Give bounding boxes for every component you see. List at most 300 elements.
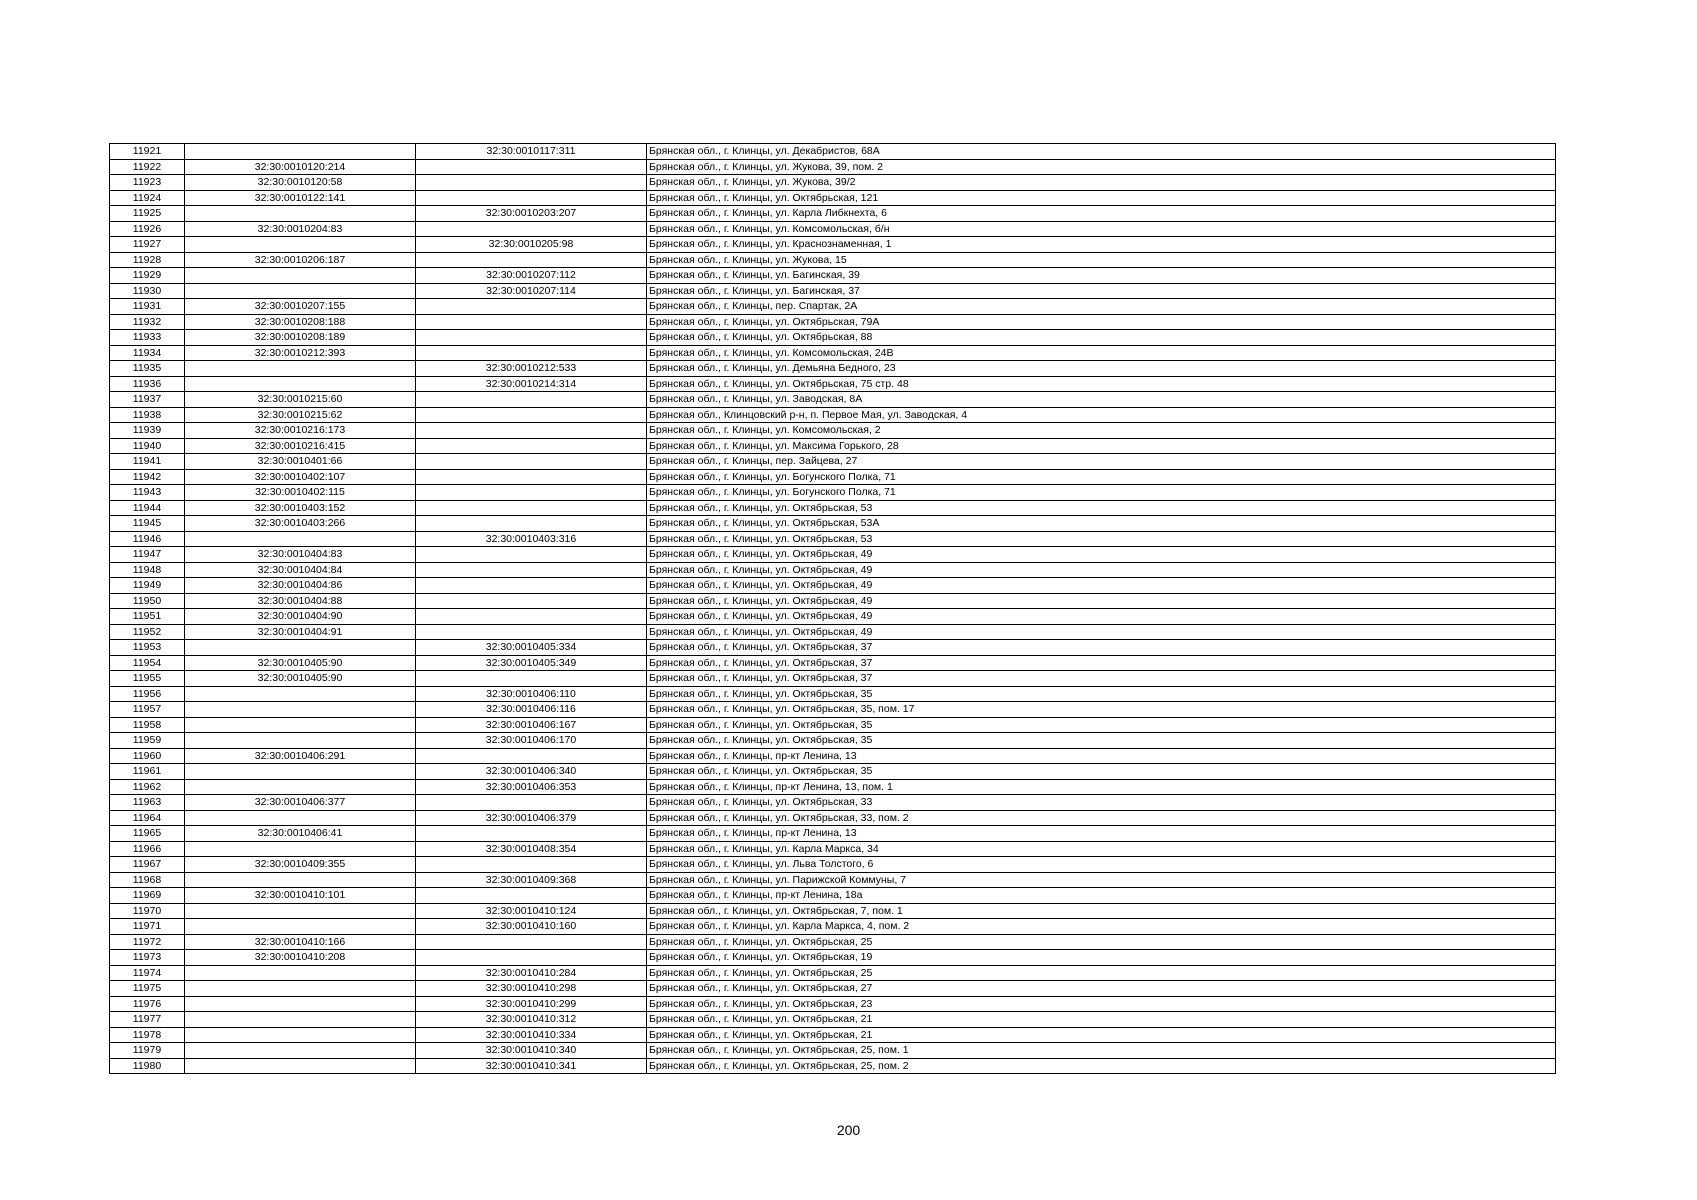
table-row [110, 562, 1556, 578]
row-number-cell: 11938 [110, 407, 185, 423]
cadastral-number-secondary-cell [416, 593, 647, 609]
cadastral-number-cell: 32:30:0010404:88 [185, 593, 416, 609]
cadastral-number-cell: 32:30:0010120:58 [185, 175, 416, 191]
cadastral-number-secondary-cell: 32:30:0010406:353 [416, 779, 647, 795]
cadastral-number-cell [185, 981, 416, 997]
cadastral-number-secondary-cell: 32:30:0010403:316 [416, 531, 647, 547]
cadastral-number-cell [185, 779, 416, 795]
row-number-cell: 11935 [110, 361, 185, 377]
address-cell: Брянская обл., г. Клинцы, ул. Октябрьская, 53А [647, 516, 1556, 532]
cadastral-number-secondary-cell: 32:30:0010207:112 [416, 268, 647, 284]
table-row [110, 1058, 1556, 1074]
cadastral-number-cell: 32:30:0010216:415 [185, 438, 416, 454]
address-cell: Брянская обл., г. Клинцы, ул. Октябрьская, 19 [647, 950, 1556, 966]
address-cell: Брянская обл., г. Клинцы, ул. Октябрьская, 35 [647, 686, 1556, 702]
cadastral-number-secondary-cell [416, 454, 647, 470]
table-row [110, 981, 1556, 997]
row-number-cell: 11923 [110, 175, 185, 191]
cadastral-number-cell: 32:30:0010216:173 [185, 423, 416, 439]
row-number-cell: 11964 [110, 810, 185, 826]
cadastral-number-secondary-cell: 32:30:0010406:379 [416, 810, 647, 826]
row-number-cell: 11939 [110, 423, 185, 439]
table-row [110, 593, 1556, 609]
cadastral-number-secondary-cell: 32:30:0010410:284 [416, 965, 647, 981]
cadastral-number-cell: 32:30:0010403:266 [185, 516, 416, 532]
cadastral-number-cell [185, 283, 416, 299]
row-number-cell: 11955 [110, 671, 185, 687]
cadastral-number-cell [185, 919, 416, 935]
cadastral-number-secondary-cell [416, 175, 647, 191]
cadastral-number-secondary-cell [416, 330, 647, 346]
cadastral-number-cell: 32:30:0010403:152 [185, 500, 416, 516]
table-row [110, 500, 1556, 516]
address-cell: Брянская обл., г. Клинцы, пр-кт Ленина, 13 [647, 748, 1556, 764]
cadastral-number-cell: 32:30:0010402:115 [185, 485, 416, 501]
cadastral-number-secondary-cell: 32:30:0010410:160 [416, 919, 647, 935]
cadastral-number-cell: 32:30:0010410:166 [185, 934, 416, 950]
table-row [110, 531, 1556, 547]
table-row [110, 144, 1556, 160]
address-cell: Брянская обл., г. Клинцы, ул. Комсомольская, 2 [647, 423, 1556, 439]
row-number-cell: 11928 [110, 252, 185, 268]
cadastral-number-cell: 32:30:0010405:90 [185, 671, 416, 687]
cadastral-number-cell [185, 206, 416, 222]
row-number-cell: 11975 [110, 981, 185, 997]
table-row [110, 438, 1556, 454]
row-number-cell: 11942 [110, 469, 185, 485]
cadastral-number-secondary-cell [416, 547, 647, 563]
cadastral-number-secondary-cell [416, 748, 647, 764]
address-cell: Брянская обл., г. Клинцы, ул. Льва Толстого, 6 [647, 857, 1556, 873]
address-cell: Брянская обл., г. Клинцы, ул. Октябрьская, 35, пом. 17 [647, 702, 1556, 718]
cadastral-number-cell [185, 764, 416, 780]
cadastral-number-secondary-cell: 32:30:0010406:116 [416, 702, 647, 718]
row-number-cell: 11970 [110, 903, 185, 919]
cadastral-number-secondary-cell [416, 500, 647, 516]
cadastral-number-secondary-cell [416, 469, 647, 485]
cadastral-number-cell: 32:30:0010120:214 [185, 159, 416, 175]
table-row [110, 547, 1556, 563]
cadastral-number-secondary-cell: 32:30:0010406:110 [416, 686, 647, 702]
table-row [110, 795, 1556, 811]
cadastral-number-secondary-cell [416, 485, 647, 501]
cadastral-number-secondary-cell [416, 578, 647, 594]
table-row [110, 779, 1556, 795]
cadastral-number-cell [185, 872, 416, 888]
row-number-cell: 11930 [110, 283, 185, 299]
address-cell: Брянская обл., г. Клинцы, пр-кт Ленина, 13, пом. 1 [647, 779, 1556, 795]
table-row [110, 1012, 1556, 1028]
table-row [110, 345, 1556, 361]
table-row [110, 857, 1556, 873]
cadastral-number-cell [185, 1058, 416, 1074]
address-cell: Брянская обл., г. Клинцы, пер. Спартак, 2А [647, 299, 1556, 315]
row-number-cell: 11922 [110, 159, 185, 175]
address-cell: Брянская обл., г. Клинцы, ул. Октябрьская, 49 [647, 547, 1556, 563]
table-row [110, 299, 1556, 315]
address-cell: Брянская обл., г. Клинцы, ул. Октябрьская, 25 [647, 965, 1556, 981]
registry-table [109, 143, 1556, 1074]
row-number-cell: 11946 [110, 531, 185, 547]
address-cell: Брянская обл., Клинцовский р-н, п. Первое Мая, ул. Заводская, 4 [647, 407, 1556, 423]
row-number-cell: 11954 [110, 655, 185, 671]
row-number-cell: 11934 [110, 345, 185, 361]
cadastral-number-secondary-cell: 32:30:0010207:114 [416, 283, 647, 299]
address-cell: Брянская обл., г. Клинцы, ул. Багинская, 39 [647, 268, 1556, 284]
table-row [110, 469, 1556, 485]
table-row [110, 686, 1556, 702]
cadastral-number-cell: 32:30:0010204:83 [185, 221, 416, 237]
address-cell: Брянская обл., г. Клинцы, пер. Зайцева, 27 [647, 454, 1556, 470]
cadastral-number-cell [185, 702, 416, 718]
cadastral-number-cell [185, 361, 416, 377]
address-cell: Брянская обл., г. Клинцы, ул. Октябрьская, 49 [647, 624, 1556, 640]
address-cell: Брянская обл., г. Клинцы, ул. Октябрьская, 53 [647, 531, 1556, 547]
cadastral-number-secondary-cell: 32:30:0010409:368 [416, 872, 647, 888]
cadastral-number-cell [185, 1012, 416, 1028]
address-cell: Брянская обл., г. Клинцы, ул. Октябрьская, 25 [647, 934, 1556, 950]
table-row [110, 221, 1556, 237]
table-row [110, 950, 1556, 966]
table-row [110, 578, 1556, 594]
cadastral-number-cell: 32:30:0010401:66 [185, 454, 416, 470]
row-number-cell: 11936 [110, 376, 185, 392]
row-number-cell: 11953 [110, 640, 185, 656]
row-number-cell: 11956 [110, 686, 185, 702]
address-cell: Брянская обл., г. Клинцы, ул. Октябрьская, 27 [647, 981, 1556, 997]
address-cell: Брянская обл., г. Клинцы, ул. Октябрьская, 33, пом. 2 [647, 810, 1556, 826]
row-number-cell: 11966 [110, 841, 185, 857]
address-cell: Брянская обл., г. Клинцы, пр-кт Ленина, 18а [647, 888, 1556, 904]
table-row [110, 206, 1556, 222]
table-row [110, 423, 1556, 439]
address-cell: Брянская обл., г. Клинцы, ул. Октябрьская, 21 [647, 1012, 1556, 1028]
address-cell: Брянская обл., г. Клинцы, ул. Октябрьская, 49 [647, 578, 1556, 594]
cadastral-number-cell [185, 376, 416, 392]
row-number-cell: 11972 [110, 934, 185, 950]
cadastral-number-secondary-cell: 32:30:0010205:98 [416, 237, 647, 253]
address-cell: Брянская обл., г. Клинцы, ул. Октябрьская, 79А [647, 314, 1556, 330]
cadastral-number-secondary-cell [416, 795, 647, 811]
cadastral-number-cell: 32:30:0010404:86 [185, 578, 416, 594]
row-number-cell: 11959 [110, 733, 185, 749]
cadastral-number-cell: 32:30:0010410:101 [185, 888, 416, 904]
cadastral-number-cell: 32:30:0010404:83 [185, 547, 416, 563]
row-number-cell: 11974 [110, 965, 185, 981]
cadastral-number-cell: 32:30:0010122:141 [185, 190, 416, 206]
address-cell: Брянская обл., г. Клинцы, ул. Октябрьская, 53 [647, 500, 1556, 516]
cadastral-number-cell [185, 531, 416, 547]
table-row [110, 252, 1556, 268]
cadastral-number-secondary-cell: 32:30:0010406:167 [416, 717, 647, 733]
registry-table-body [110, 144, 1556, 1074]
address-cell: Брянская обл., г. Клинцы, ул. Богунского Полка, 71 [647, 469, 1556, 485]
address-cell: Брянская обл., г. Клинцы, ул. Парижской Коммуны, 7 [647, 872, 1556, 888]
cadastral-number-secondary-cell [416, 826, 647, 842]
row-number-cell: 11949 [110, 578, 185, 594]
cadastral-number-secondary-cell [416, 562, 647, 578]
cadastral-number-secondary-cell: 32:30:0010410:298 [416, 981, 647, 997]
cadastral-number-cell: 32:30:0010406:291 [185, 748, 416, 764]
cadastral-number-cell: 32:30:0010208:189 [185, 330, 416, 346]
address-cell: Брянская обл., г. Клинцы, ул. Октябрьская, 23 [647, 996, 1556, 1012]
cadastral-number-secondary-cell [416, 609, 647, 625]
table-row [110, 454, 1556, 470]
cadastral-number-secondary-cell: 32:30:0010410:340 [416, 1043, 647, 1059]
cadastral-number-secondary-cell [416, 888, 647, 904]
row-number-cell: 11977 [110, 1012, 185, 1028]
table-row [110, 748, 1556, 764]
row-number-cell: 11927 [110, 237, 185, 253]
cadastral-number-secondary-cell [416, 159, 647, 175]
address-cell: Брянская обл., г. Клинцы, ул. Заводская, 8А [647, 392, 1556, 408]
table-row [110, 624, 1556, 640]
cadastral-number-secondary-cell: 32:30:0010214:314 [416, 376, 647, 392]
table-row [110, 888, 1556, 904]
cadastral-number-secondary-cell: 32:30:0010410:124 [416, 903, 647, 919]
row-number-cell: 11921 [110, 144, 185, 160]
cadastral-number-secondary-cell: 32:30:0010212:533 [416, 361, 647, 377]
cadastral-number-cell [185, 1043, 416, 1059]
cadastral-number-cell [185, 717, 416, 733]
row-number-cell: 11937 [110, 392, 185, 408]
table-row [110, 376, 1556, 392]
address-cell: Брянская обл., г. Клинцы, ул. Демьяна Бедного, 23 [647, 361, 1556, 377]
cadastral-number-cell [185, 144, 416, 160]
cadastral-number-secondary-cell [416, 314, 647, 330]
address-cell: Брянская обл., г. Клинцы, ул. Жукова, 39/2 [647, 175, 1556, 191]
address-cell: Брянская обл., г. Клинцы, ул. Жукова, 15 [647, 252, 1556, 268]
table-row [110, 1027, 1556, 1043]
cadastral-number-cell: 32:30:0010402:107 [185, 469, 416, 485]
table-row [110, 283, 1556, 299]
row-number-cell: 11979 [110, 1043, 185, 1059]
row-number-cell: 11965 [110, 826, 185, 842]
cadastral-number-secondary-cell: 32:30:0010203:207 [416, 206, 647, 222]
cadastral-number-cell: 32:30:0010215:60 [185, 392, 416, 408]
cadastral-number-secondary-cell [416, 252, 647, 268]
table-row [110, 361, 1556, 377]
address-cell: Брянская обл., г. Клинцы, ул. Карла Маркса, 34 [647, 841, 1556, 857]
cadastral-number-secondary-cell [416, 438, 647, 454]
row-number-cell: 11976 [110, 996, 185, 1012]
table-row [110, 609, 1556, 625]
table-row [110, 1043, 1556, 1059]
cadastral-number-cell [185, 640, 416, 656]
address-cell: Брянская обл., г. Клинцы, ул. Октябрьская, 25, пом. 1 [647, 1043, 1556, 1059]
address-cell: Брянская обл., г. Клинцы, ул. Октябрьская, 25, пом. 2 [647, 1058, 1556, 1074]
row-number-cell: 11962 [110, 779, 185, 795]
row-number-cell: 11945 [110, 516, 185, 532]
row-number-cell: 11940 [110, 438, 185, 454]
table-row [110, 237, 1556, 253]
row-number-cell: 11931 [110, 299, 185, 315]
table-row [110, 733, 1556, 749]
cadastral-number-secondary-cell [416, 934, 647, 950]
address-cell: Брянская обл., г. Клинцы, ул. Максима Горького, 28 [647, 438, 1556, 454]
cadastral-number-cell [185, 965, 416, 981]
row-number-cell: 11933 [110, 330, 185, 346]
table-row [110, 919, 1556, 935]
cadastral-number-secondary-cell: 32:30:0010406:340 [416, 764, 647, 780]
address-cell: Брянская обл., г. Клинцы, ул. Октябрьская, 121 [647, 190, 1556, 206]
address-cell: Брянская обл., г. Клинцы, ул. Октябрьская, 35 [647, 733, 1556, 749]
address-cell: Брянская обл., г. Клинцы, ул. Богунского Полка, 71 [647, 485, 1556, 501]
cadastral-number-cell [185, 996, 416, 1012]
cadastral-number-secondary-cell: 32:30:0010117:311 [416, 144, 647, 160]
address-cell: Брянская обл., г. Клинцы, ул. Октябрьская, 49 [647, 609, 1556, 625]
cadastral-number-cell [185, 268, 416, 284]
table-row [110, 671, 1556, 687]
cadastral-number-cell [185, 237, 416, 253]
cadastral-number-secondary-cell: 32:30:0010410:299 [416, 996, 647, 1012]
row-number-cell: 11925 [110, 206, 185, 222]
address-cell: Брянская обл., г. Клинцы, ул. Комсомольская, 24В [647, 345, 1556, 361]
cadastral-number-cell: 32:30:0010409:355 [185, 857, 416, 873]
row-number-cell: 11929 [110, 268, 185, 284]
cadastral-number-cell: 32:30:0010406:41 [185, 826, 416, 842]
row-number-cell: 11963 [110, 795, 185, 811]
table-row [110, 640, 1556, 656]
cadastral-number-secondary-cell [416, 950, 647, 966]
address-cell: Брянская обл., г. Клинцы, ул. Жукова, 39, пом. 2 [647, 159, 1556, 175]
table-row [110, 841, 1556, 857]
table-row [110, 810, 1556, 826]
cadastral-number-secondary-cell [416, 423, 647, 439]
address-cell: Брянская обл., г. Клинцы, ул. Октябрьская, 75 стр. 48 [647, 376, 1556, 392]
table-row [110, 314, 1556, 330]
cadastral-number-secondary-cell [416, 857, 647, 873]
address-cell: Брянская обл., г. Клинцы, ул. Октябрьская, 49 [647, 562, 1556, 578]
cadastral-number-cell [185, 810, 416, 826]
table-row [110, 516, 1556, 532]
row-number-cell: 11958 [110, 717, 185, 733]
table-row [110, 965, 1556, 981]
address-cell: Брянская обл., г. Клинцы, пр-кт Ленина, 13 [647, 826, 1556, 842]
table-row [110, 903, 1556, 919]
address-cell: Брянская обл., г. Клинцы, ул. Карла Либкнехта, 6 [647, 206, 1556, 222]
cadastral-number-cell: 32:30:0010212:393 [185, 345, 416, 361]
table-row [110, 872, 1556, 888]
row-number-cell: 11973 [110, 950, 185, 966]
row-number-cell: 11950 [110, 593, 185, 609]
address-cell: Брянская обл., г. Клинцы, ул. Октябрьская, 37 [647, 655, 1556, 671]
row-number-cell: 11951 [110, 609, 185, 625]
cadastral-number-cell [185, 733, 416, 749]
row-number-cell: 11941 [110, 454, 185, 470]
cadastral-number-secondary-cell [416, 624, 647, 640]
cadastral-number-secondary-cell: 32:30:0010410:334 [416, 1027, 647, 1043]
row-number-cell: 11932 [110, 314, 185, 330]
cadastral-number-cell: 32:30:0010410:208 [185, 950, 416, 966]
cadastral-number-secondary-cell [416, 221, 647, 237]
row-number-cell: 11944 [110, 500, 185, 516]
table-row [110, 268, 1556, 284]
cadastral-number-secondary-cell: 32:30:0010408:354 [416, 841, 647, 857]
cadastral-number-cell [185, 841, 416, 857]
cadastral-number-secondary-cell [416, 345, 647, 361]
cadastral-number-secondary-cell: 32:30:0010405:349 [416, 655, 647, 671]
cadastral-number-secondary-cell [416, 190, 647, 206]
table-row [110, 159, 1556, 175]
address-cell: Брянская обл., г. Клинцы, ул. Багинская, 37 [647, 283, 1556, 299]
cadastral-number-cell: 32:30:0010215:62 [185, 407, 416, 423]
table-row [110, 190, 1556, 206]
cadastral-number-secondary-cell: 32:30:0010410:341 [416, 1058, 647, 1074]
row-number-cell: 11960 [110, 748, 185, 764]
row-number-cell: 11947 [110, 547, 185, 563]
row-number-cell: 11952 [110, 624, 185, 640]
cadastral-number-secondary-cell: 32:30:0010405:334 [416, 640, 647, 656]
row-number-cell: 11969 [110, 888, 185, 904]
table-row [110, 175, 1556, 191]
table-row [110, 934, 1556, 950]
row-number-cell: 11967 [110, 857, 185, 873]
cadastral-number-secondary-cell [416, 407, 647, 423]
address-cell: Брянская обл., г. Клинцы, ул. Октябрьская, 88 [647, 330, 1556, 346]
address-cell: Брянская обл., г. Клинцы, ул. Декабристов, 68А [647, 144, 1556, 160]
row-number-cell: 11978 [110, 1027, 185, 1043]
cadastral-number-secondary-cell [416, 392, 647, 408]
cadastral-number-cell: 32:30:0010404:84 [185, 562, 416, 578]
row-number-cell: 11961 [110, 764, 185, 780]
cadastral-number-cell: 32:30:0010206:187 [185, 252, 416, 268]
address-cell: Брянская обл., г. Клинцы, ул. Октябрьская, 21 [647, 1027, 1556, 1043]
address-cell: Брянская обл., г. Клинцы, ул. Карла Маркса, 4, пом. 2 [647, 919, 1556, 935]
table-row [110, 485, 1556, 501]
row-number-cell: 11968 [110, 872, 185, 888]
cadastral-number-secondary-cell: 32:30:0010410:312 [416, 1012, 647, 1028]
row-number-cell: 11948 [110, 562, 185, 578]
table-row [110, 407, 1556, 423]
address-cell: Брянская обл., г. Клинцы, ул. Октябрьская, 37 [647, 640, 1556, 656]
address-cell: Брянская обл., г. Клинцы, ул. Комсомольская, б/н [647, 221, 1556, 237]
table-row [110, 655, 1556, 671]
row-number-cell: 11971 [110, 919, 185, 935]
cadastral-number-secondary-cell: 32:30:0010406:170 [416, 733, 647, 749]
table-row [110, 826, 1556, 842]
table-row [110, 330, 1556, 346]
cadastral-number-cell: 32:30:0010404:91 [185, 624, 416, 640]
cadastral-number-cell: 32:30:0010406:377 [185, 795, 416, 811]
row-number-cell: 11980 [110, 1058, 185, 1074]
cadastral-number-secondary-cell [416, 516, 647, 532]
row-number-cell: 11926 [110, 221, 185, 237]
table-row [110, 717, 1556, 733]
address-cell: Брянская обл., г. Клинцы, ул. Октябрьская, 35 [647, 764, 1556, 780]
address-cell: Брянская обл., г. Клинцы, ул. Краснознаменная, 1 [647, 237, 1556, 253]
cadastral-number-cell [185, 686, 416, 702]
cadastral-number-secondary-cell [416, 299, 647, 315]
table-row [110, 702, 1556, 718]
table-row [110, 392, 1556, 408]
address-cell: Брянская обл., г. Клинцы, ул. Октябрьская, 35 [647, 717, 1556, 733]
address-cell: Брянская обл., г. Клинцы, ул. Октябрьская, 49 [647, 593, 1556, 609]
cadastral-number-secondary-cell [416, 671, 647, 687]
cadastral-number-cell [185, 903, 416, 919]
table-row [110, 996, 1556, 1012]
cadastral-number-cell: 32:30:0010207:155 [185, 299, 416, 315]
row-number-cell: 11924 [110, 190, 185, 206]
address-cell: Брянская обл., г. Клинцы, ул. Октябрьская, 33 [647, 795, 1556, 811]
page-number: 200 [836, 1122, 861, 1138]
cadastral-number-cell: 32:30:0010404:90 [185, 609, 416, 625]
row-number-cell: 11957 [110, 702, 185, 718]
cadastral-number-cell [185, 1027, 416, 1043]
table-row [110, 764, 1556, 780]
cadastral-number-cell: 32:30:0010208:188 [185, 314, 416, 330]
address-cell: Брянская обл., г. Клинцы, ул. Октябрьская, 37 [647, 671, 1556, 687]
